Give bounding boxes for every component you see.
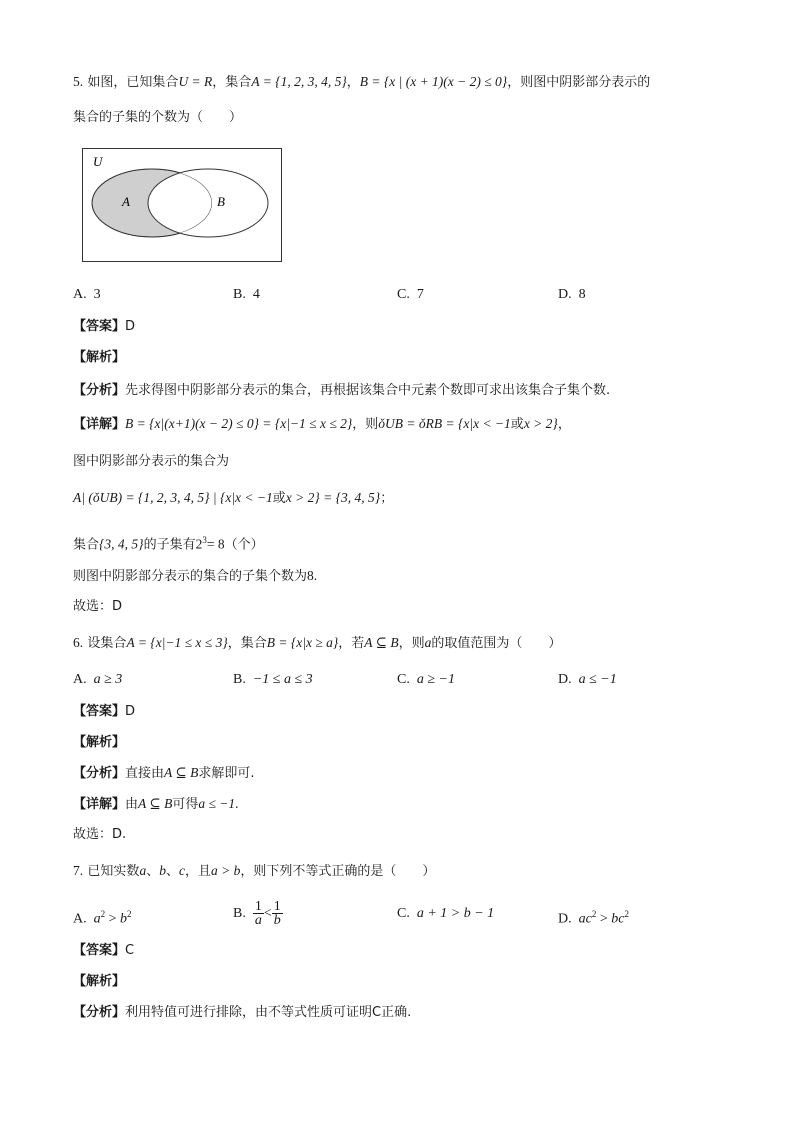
q5-line-d: 集合{3, 4, 5}的子集有$2^3= 8$（个） [73, 535, 264, 553]
q5-number: 5. [73, 74, 84, 89]
q5-option-c: C. 7 [397, 287, 424, 302]
q5-line-c: A| (ǒUB) = {1, 2, 3, 4, 5} | {x|x < −1或x > 2} = {3, 4, 5}； [73, 490, 394, 506]
q6-option-b: B. −1 ≤ a ≤ 3 [233, 672, 313, 687]
set-b-ellipse [148, 169, 268, 237]
q5-option-a: A. 3 [73, 287, 101, 302]
q6-choose: 故选：D. [73, 827, 127, 842]
q5-line-e: 则图中阴影部分表示的集合的子集个数为8. [73, 568, 318, 584]
q5-stem-text-3: ，则图中阴影部分表示的 [507, 75, 651, 90]
q5-fenxi: 【分析】先求得图中阴影部分表示的集合，再根据该集合中元素个数即可求出该集合子集个数. [73, 383, 611, 398]
venn-label-b: B [217, 194, 225, 209]
q5-stem-text: 如图，已知集合 [87, 75, 179, 90]
q5-xiangjie-line1: 【详解】B = {x|(x+1)(x − 2) ≤ 0} = {x|−1 ≤ x ≤ 2}，则ǒUB = ǒRB = {x|x < −1或x > 2}， [73, 416, 571, 432]
q5-choose: 故选：D [73, 599, 123, 614]
q5-option-d: D. 8 [558, 287, 586, 302]
q7-answer: 【答案】C [73, 943, 135, 958]
q7-frac-2: $\frac{1}{b}$ [273, 899, 281, 929]
q7-analysis-header: 【解析】 [73, 974, 126, 989]
q6-fenxi: 【分析】直接由A ⊆ B求解即可. [73, 765, 255, 781]
q5-answer: 【答案】D [73, 319, 136, 334]
q5-set-a: A = {1, 2, 3, 4, 5} [251, 74, 347, 89]
q5-line-b: 图中阴影部分表示的集合为 [73, 454, 230, 469]
q6-answer: 【答案】D [73, 704, 136, 719]
q5-universal: U = R [178, 74, 213, 89]
q6-option-a: A. a ≥ 3 [73, 672, 123, 687]
q6-option-d: D. a ≤ −1 [558, 672, 617, 687]
q6-xiangjie: 【详解】由A ⊆ B可得a ≤ −1. [73, 796, 239, 812]
q7-fenxi: 【分析】利用特值可进行排除，由不等式性质可证明C正确. [73, 1005, 412, 1020]
venn-diagram [82, 148, 284, 264]
venn-label-u: U [93, 154, 103, 169]
q7-frac-1: $\frac{1}{a}$ [254, 899, 262, 929]
q6-option-c: C. a ≥ −1 [397, 672, 455, 687]
q7-option-d: D. $ac^2 > bc^2$ [558, 909, 629, 927]
q5-comma: ， [346, 75, 360, 90]
q6-stem: 6. 设集合A = {x|−1 ≤ x ≤ 3}，集合B = {x|x ≥ a}，若A ⊆ B，则a的取值范围为（ ） [73, 635, 562, 651]
q5-stem-line1 [73, 72, 650, 93]
q5-stem-line2: 集合的子集的个数为（ ） [73, 110, 243, 125]
q7-option-a: A. $a^2 > b^2$ [73, 909, 132, 927]
q5-set-b: B = {x | (x + 1)(x − 2) ≤ 0} [359, 74, 508, 89]
q7-option-b: B. $\frac{1}{a}$ < $\frac{1}{b}$ [233, 899, 281, 929]
q6-analysis-header: 【解析】 [73, 735, 126, 750]
q7-option-c: C. a + 1 > b − 1 [397, 906, 495, 921]
q7-stem: 7. 已知实数a、b、c，且a > b，则下列不等式正确的是（ ） [73, 863, 436, 879]
q5-option-b: B. 4 [233, 287, 260, 302]
q5-stem-text-2: ，集合 [212, 75, 252, 90]
q5-analysis-header: 【解析】 [73, 350, 126, 365]
venn-label-a: A [122, 194, 130, 209]
